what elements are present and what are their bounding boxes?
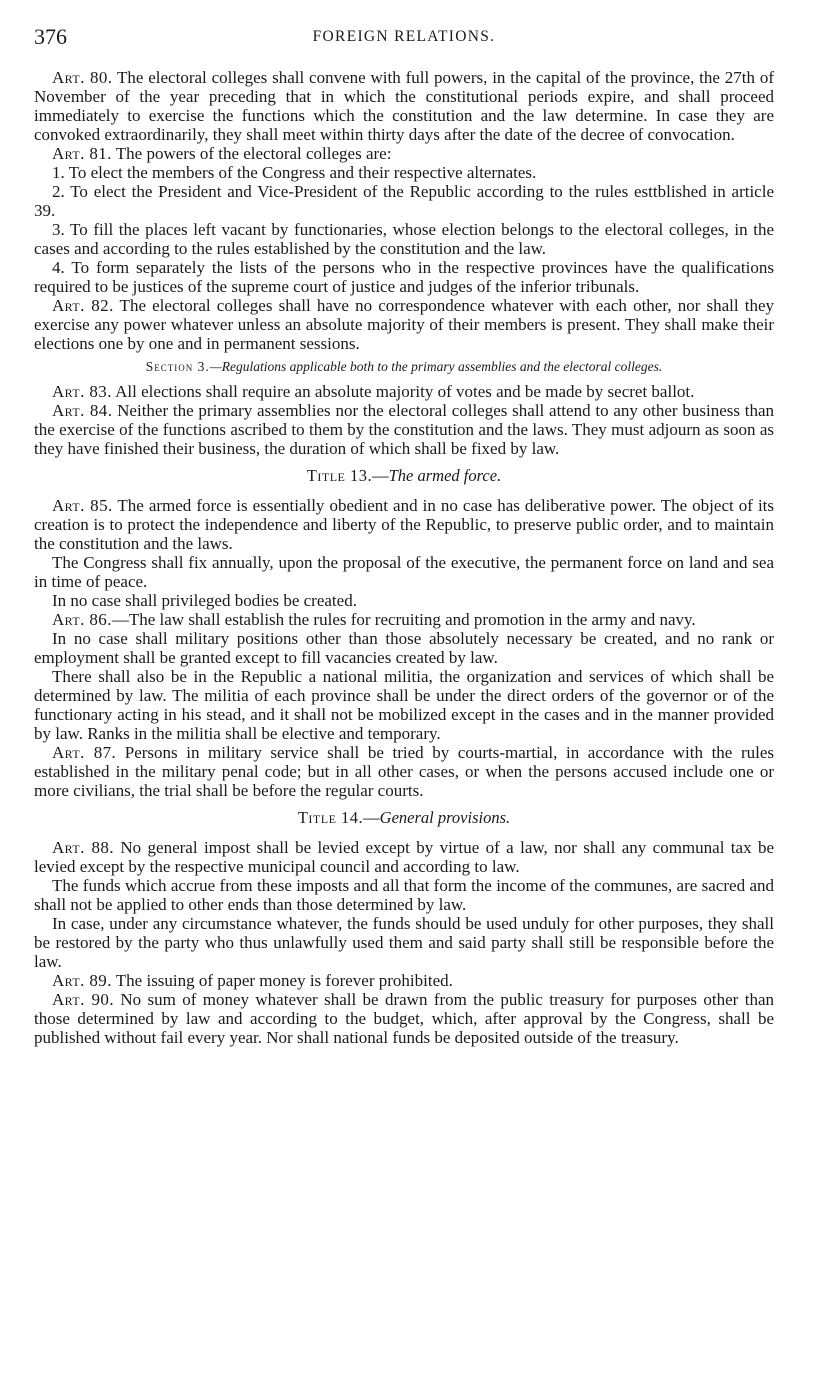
paragraph-text: The Congress shall fix annually, upon the proposal of the executive, the permanent force on land and sea in time of peace. bbox=[34, 553, 774, 591]
title-separator: — bbox=[372, 466, 389, 485]
document-page bbox=[34, 22, 774, 1047]
paragraph-text: The electoral colleges shall have no correspondence whatever with each other, nor shall they exercise any power whatever unless an absolute majority of their members is present. They shall make their elections one by one and in permanent sessions. bbox=[34, 296, 775, 353]
section-3-heading bbox=[34, 359, 774, 374]
article-label: Art. 84. bbox=[52, 401, 113, 420]
paragraph bbox=[34, 220, 774, 258]
section-3-articles bbox=[34, 382, 774, 458]
paragraph-text: The issuing of paper money is forever prohibited. bbox=[111, 971, 453, 990]
paragraph-text: No sum of money whatever shall be drawn from the public treasury for purposes other than those determined by law and according to the budget, which, after approval by the Congress, shall be published without fail every year. Nor shall national funds be deposited outside of the treasury. bbox=[34, 990, 774, 1047]
article-label: Art. 82. bbox=[52, 296, 114, 315]
article-paragraph bbox=[34, 743, 774, 800]
title-14-heading bbox=[34, 808, 774, 828]
article-label: Art. 80. bbox=[52, 68, 113, 87]
title-13-articles bbox=[34, 496, 774, 800]
article-paragraph bbox=[34, 296, 774, 353]
article-label: Art. 90. bbox=[52, 990, 114, 1009]
title-label: Title 13. bbox=[306, 466, 373, 485]
paragraph bbox=[34, 629, 774, 667]
paragraph-text: Persons in military service shall be tried by courts-martial, in accordance with the rules established in the military penal code; but in all other cases, or when the persons accused include one or more civilians, the trial shall be before the regular courts. bbox=[34, 743, 774, 800]
title-label: Title 14. bbox=[297, 808, 364, 827]
article-paragraph bbox=[34, 401, 774, 458]
paragraph-text: The electoral colleges shall convene with full powers, in the capital of the province, the 27th of November of the year preceding that in which the constitutional periods expire, and shall proceed immediately to exercise the functions which the constitution and the law determine. In case they are convoked extraordinarily, they shall meet within thirty days after the date of the decree of convocation. bbox=[34, 68, 774, 144]
paragraph-text: 4. To form separately the lists of the persons who in the respective provinces have the qualifications required to be justices of the supreme court of justice and judges of the inferior tribunals. bbox=[34, 258, 774, 296]
paragraph bbox=[34, 163, 774, 182]
paragraph-text: The powers of the electoral colleges are: bbox=[111, 144, 392, 163]
running-title: FOREIGN RELATIONS. bbox=[312, 28, 496, 45]
article-paragraph bbox=[34, 971, 774, 990]
page-body bbox=[34, 68, 774, 1047]
article-paragraph bbox=[34, 610, 774, 629]
paragraph-text: 1. To elect the members of the Congress and their respective alternates. bbox=[52, 163, 537, 182]
article-label: Art. 87. bbox=[52, 743, 117, 762]
section-2-articles bbox=[34, 68, 774, 353]
article-paragraph bbox=[34, 382, 774, 401]
paragraph bbox=[34, 553, 774, 591]
paragraph-text: —The law shall establish the rules for recruiting and promotion in the army and navy. bbox=[111, 610, 696, 629]
article-paragraph bbox=[34, 68, 774, 144]
paragraph-text: In case, under any circumstance whatever, the funds should be used unduly for other purposes, they shall be restored by the party who thus unlawfully used them and said party shall still be responsible before the law. bbox=[34, 914, 774, 971]
paragraph-text: The armed force is essentially obedient and in no case has deliberative power. The object of its creation is to protect the independence and liberty of the Republic, to preserve public order, and to maintain the constitution and the laws. bbox=[34, 496, 775, 553]
title-text: The armed force. bbox=[388, 466, 502, 485]
page-number: 376 bbox=[34, 24, 67, 49]
paragraph-text: In no case shall privileged bodies be created. bbox=[52, 591, 357, 610]
paragraph-text: All elections shall require an absolute majority of votes and be made by secret ballot. bbox=[111, 382, 695, 401]
article-label: Art. 86. bbox=[52, 610, 112, 629]
page-header bbox=[34, 22, 774, 52]
section-title: —Regulations applicable both to the primary assemblies and the electoral colleges. bbox=[209, 359, 663, 374]
article-label: Art. 85. bbox=[52, 496, 113, 515]
title-14-articles bbox=[34, 838, 774, 1047]
article-label: Art. 89. bbox=[52, 971, 112, 990]
paragraph-text: Neither the primary assemblies nor the electoral colleges shall attend to any other business than the exercise of the functions ascribed to them by the constitution and the laws. They must adjourn as soon as they have finished their business, the duration of which shall be fixed by law. bbox=[34, 401, 775, 458]
title-13-heading bbox=[34, 466, 774, 486]
article-paragraph bbox=[34, 144, 774, 163]
paragraph-text: 3. To fill the places left vacant by functionaries, whose election belongs to the electoral colleges, in the cases and according to the rules established by the constitution and the law. bbox=[34, 220, 774, 258]
article-paragraph bbox=[34, 838, 774, 876]
paragraph-text: The funds which accrue from these imposts and all that form the income of the communes, are sacred and shall not be applied to other ends than those determined by law. bbox=[34, 876, 774, 914]
article-paragraph bbox=[34, 496, 774, 553]
paragraph-text: 2. To elect the President and Vice-President of the Republic according to the rules esttblished in article 39. bbox=[34, 182, 774, 220]
paragraph bbox=[34, 876, 774, 914]
article-label: Art. 81. bbox=[52, 144, 112, 163]
section-label: Section 3. bbox=[145, 359, 210, 374]
paragraph-text: There shall also be in the Republic a national militia, the organization and services of which shall be determined by law. The militia of each province shall be under the direct orders of the governor or of the functionary acting in his stead, and it shall not be mobilized except in the cases and in the manner provided by law. Ranks in the militia shall be elective and temporary. bbox=[34, 667, 774, 743]
article-label: Art. 88. bbox=[52, 838, 114, 857]
article-label: Art. 83. bbox=[52, 382, 112, 401]
paragraph-text: In no case shall military positions other than those absolutely necessary be created, and no rank or employment shall be granted except to fill vacancies created by law. bbox=[34, 629, 774, 667]
paragraph bbox=[34, 258, 774, 296]
paragraph bbox=[34, 591, 774, 610]
title-separator: — bbox=[363, 808, 380, 827]
article-paragraph bbox=[34, 990, 774, 1047]
title-text: General provisions. bbox=[379, 808, 511, 827]
paragraph-text: No general impost shall be levied except by virtue of a law, nor shall any communal tax be levied except by the respective municipal council and according to law. bbox=[34, 838, 774, 876]
paragraph bbox=[34, 182, 774, 220]
paragraph bbox=[34, 914, 774, 971]
paragraph bbox=[34, 667, 774, 743]
